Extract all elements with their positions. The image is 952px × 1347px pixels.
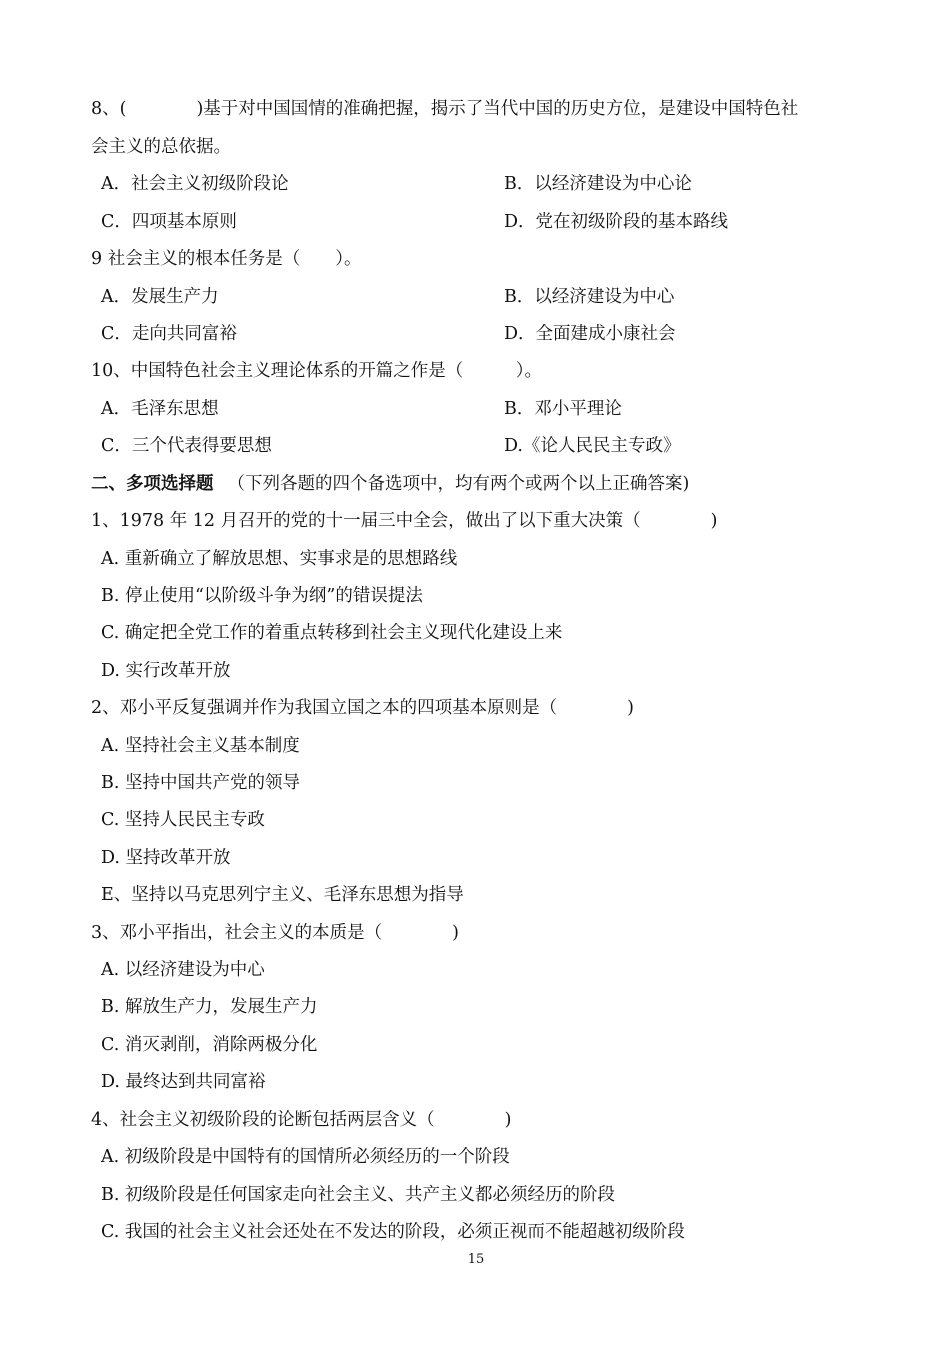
mc-question-4-stem: 4、社会主义初级阶段的论断包括两层含义（ ): [91, 1110, 512, 1130]
mc-question-3-stem: 3、邓小平指出，社会主义的本质是（ ): [91, 923, 459, 943]
question-9-option-b: B．以经济建设为中心: [504, 287, 675, 307]
mc-question-2-option-e: E、坚持以马克思列宁主义、毛泽东思想为指导: [101, 885, 464, 905]
mc-question-1-stem: 1、1978 年 12 月召开的党的十一届三中全会，做出了以下重大决策（ ): [91, 511, 718, 531]
mc-question-3-option-d: D. 最终达到共同富裕: [101, 1072, 266, 1092]
question-8-stem: 8、( )基于对中国国情的准确把握，揭示了当代中国的历史方位，是建设中国特色社: [91, 99, 799, 119]
section-note: （下列各题的四个备选项中，均有两个或两个以上正确答案): [227, 474, 690, 494]
question-9-option-a: A．发展生产力: [101, 287, 219, 307]
question-8-option-b: B．以经济建设为中心论: [504, 174, 692, 194]
mc-question-1-option-b: B. 停止使用“以阶级斗争为纲”的错误提法: [101, 586, 423, 606]
section-heading: 二、多项选择题: [91, 474, 214, 494]
mc-question-4-option-b: B. 初级阶段是任何国家走向社会主义、共产主义都必须经历的阶段: [101, 1185, 615, 1205]
question-9-option-c: C．走向共同富裕: [101, 324, 237, 344]
question-8-stem-continued: 会主义的总依据。: [91, 137, 231, 157]
section-title-multiple-choice: [91, 472, 689, 496]
mc-question-4-option-c: C. 我国的社会主义社会还处在不发达的阶段，必须正视而不能超越初级阶段: [101, 1222, 685, 1242]
mc-question-1-option-c: C. 确定把全党工作的着重点转移到社会主义现代化建设上来: [101, 623, 563, 643]
question-10-option-a: A．毛泽东思想: [101, 399, 219, 419]
mc-question-1-option-d: D. 实行改革开放: [101, 661, 231, 681]
question-9-stem: 9 社会主义的根本任务是（ ）。: [91, 249, 362, 269]
mc-question-2-option-b: B. 坚持中国共产党的领导: [101, 773, 300, 793]
mc-question-2-option-a: A. 坚持社会主义基本制度: [101, 736, 300, 756]
question-8-option-c: C．四项基本原则: [101, 212, 237, 232]
question-8-option-a: A．社会主义初级阶段论: [101, 174, 289, 194]
question-10-option-b: B．邓小平理论: [504, 399, 622, 419]
mc-question-2-option-d: D. 坚持改革开放: [101, 848, 231, 868]
question-10-option-d: D.《论人民民主专政》: [504, 436, 681, 456]
question-10-stem: 10、中国特色社会主义理论体系的开篇之作是（ ）。: [91, 361, 543, 381]
mc-question-2-option-c: C. 坚持人民民主专政: [101, 810, 265, 830]
question-9-option-d: D．全面建成小康社会: [504, 324, 676, 344]
question-8-option-d: D．党在初级阶段的基本路线: [504, 212, 729, 232]
mc-question-2-stem: 2、邓小平反复强调并作为我国立国之本的四项基本原则是（ ): [91, 698, 634, 718]
question-10-option-c: C．三个代表得要思想: [101, 436, 272, 456]
mc-question-1-option-a: A. 重新确立了解放思想、实事求是的思想路线: [101, 549, 458, 569]
page-number: 15: [467, 1252, 485, 1267]
mc-question-3-option-a: A. 以经济建设为中心: [101, 960, 265, 980]
mc-question-3-option-c: C. 消灭剥削，消除两极分化: [101, 1035, 318, 1055]
mc-question-3-option-b: B. 解放生产力，发展生产力: [101, 997, 318, 1017]
mc-question-4-option-a: A. 初级阶段是中国特有的国情所必须经历的一个阶段: [101, 1147, 510, 1167]
